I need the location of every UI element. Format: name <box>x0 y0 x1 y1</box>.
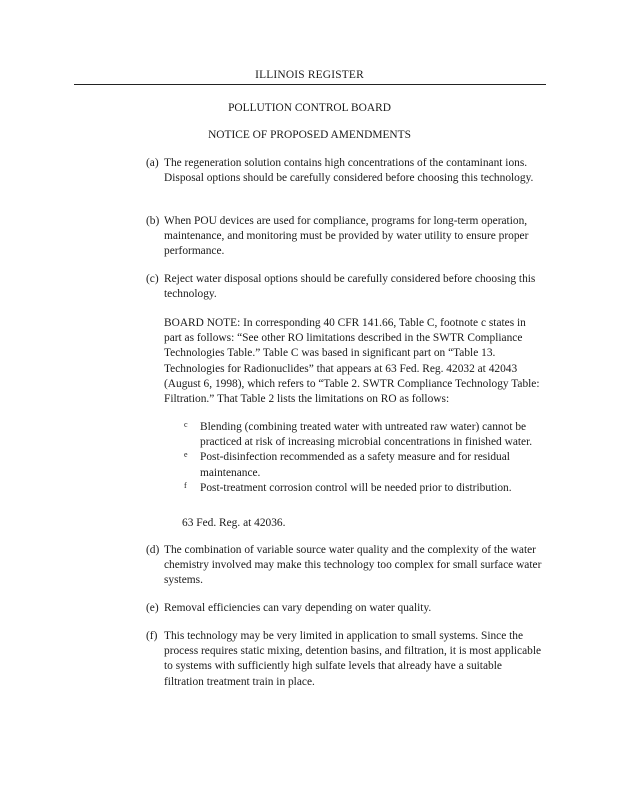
item-text: This technology may be very limited in application to small systems. Since the process requires static mixing, detention basins, and filtration, it is most applicable to systems with sufficiently high sulfate levels that already have a suitable filtration treatment train in place. <box>164 630 542 688</box>
bullet-text: Post-treatment corrosion control will be needed prior to distribution. <box>200 481 512 494</box>
item-text: The regeneration solution contains high concentrations of the contaminant ions. Disposal options should be carefully considered before choosing this technology. <box>164 157 534 185</box>
item-b <box>146 214 544 260</box>
register-title: ILLINOIS REGISTER <box>255 69 364 81</box>
footnote-mark: e <box>184 450 188 460</box>
bullet-item <box>164 420 544 450</box>
item-c <box>146 272 544 302</box>
item-label: (c) <box>146 273 159 285</box>
notice-title: NOTICE OF PROPOSED AMENDMENTS <box>208 129 411 141</box>
item-label: (e) <box>146 602 159 614</box>
item-d <box>146 543 544 589</box>
item-label: (d) <box>146 544 160 556</box>
item-text: The combination of variable source water quality and the complexity of the water chemistry involved may make this technology too complex for small surface water systems. <box>164 544 542 587</box>
item-label: (f) <box>146 630 158 642</box>
header-rule <box>74 84 546 85</box>
bullet-item <box>164 481 544 496</box>
item-e <box>146 601 544 616</box>
item-text: When POU devices are used for compliance, programs for long-term operation, maintenance, and monitoring must be provided by water utility to ensure proper performance. <box>164 215 529 258</box>
bullet-text: Blending (combining treated water with untreated raw water) cannot be practiced at risk of increasing microbial concentrations in finished water. <box>200 421 533 449</box>
item-f <box>146 629 544 690</box>
footnote-mark: c <box>184 420 188 429</box>
board-note: BOARD NOTE: In corresponding 40 CFR 141.66, Table C, footnote c states in part as follows: “See other RO limitations described in the SWTR Compliance Technologies Table.” Table C was based in significant part on “Table 13. Technologies for Radionuclides” that appears at 63 Fed. Reg. 42032 at 42043 (August 6, 1998), which refers to “Table 2. SWTR Compliance Technology Table: Filtration.” That Table 2 lists the limitations on RO as follows: <box>164 317 540 406</box>
citation: 63 Fed. Reg. at 42036. <box>182 517 286 529</box>
board-note-bullets <box>164 420 544 496</box>
item-text: Reject water disposal options should be carefully considered before choosing this technology. <box>164 273 536 301</box>
item-label: (a) <box>146 157 159 169</box>
board-title: POLLUTION CONTROL BOARD <box>228 102 391 114</box>
item-label: (b) <box>146 215 160 227</box>
bullet-item <box>164 450 544 480</box>
item-a <box>146 156 544 186</box>
bullet-text: Post-disinfection recommended as a safety measure and for residual maintenance. <box>200 451 510 479</box>
footnote-mark: f <box>184 480 187 490</box>
item-text: Removal efficiencies can vary depending on water quality. <box>164 602 432 614</box>
